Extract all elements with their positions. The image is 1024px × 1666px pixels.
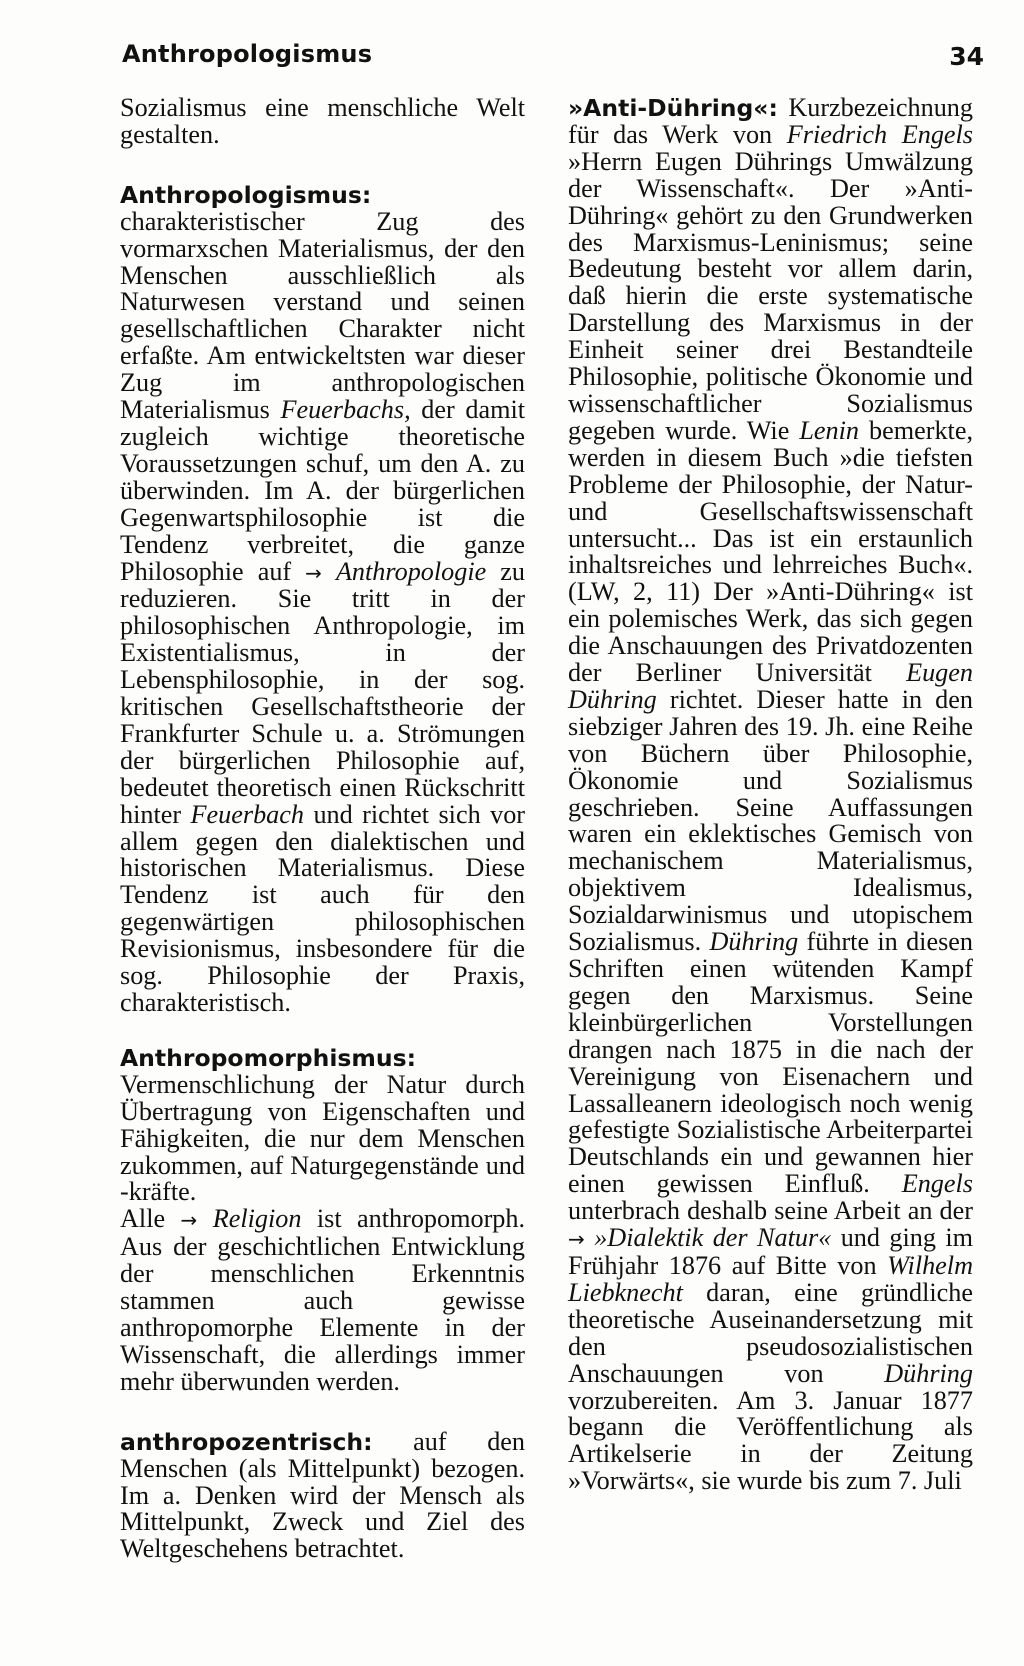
name-reference: Lenin	[799, 415, 860, 445]
entry-text: »Herrn Eugen Dührings Umwälzung der Wissenschaft«. Der »Anti-Dühring« gehört zu den Grundwerken des Marxismus-Leninismus; seine Bedeutung besteht vor allem darin, daß hierin die erste systematische Darstellung des Marxismus in der Einheit seiner drei Bestandteile Philosophie, politische Ökonomie und wissenschaftlicher Sozialismus gegeben wurde. Wie	[568, 146, 973, 445]
continuation-sentence: Sozialismus eine menschliche Welt gestalten.	[120, 93, 525, 149]
name-reference: Feuerbach	[190, 799, 304, 829]
left-column	[120, 95, 525, 1563]
entry-anthropologismus	[120, 182, 525, 1017]
running-title: Anthropologismus	[122, 40, 373, 68]
entry-text: bemerkte, werden in diesem Buch »die tiefsten Probleme der Philosophie, der Natur- und Gesellschaftswissenschaft untersucht... Das ist ein erstaunlich inhaltsreiches und lehrreiches Buch«. (LW, 2, 11) Der »Anti-Dühring« ist ein polemisches Werk, das sich gegen die Anschauungen des Privatdozenten der Berliner Universität	[568, 415, 974, 688]
name-reference: Dühring	[709, 927, 799, 957]
name-reference: Wilhelm Liebknecht	[568, 1250, 973, 1307]
entry-text: auf den Menschen (als Mittelpunkt) bezogen. Im a. Denken wird der Mensch als Mittelpunkt, Zweck und Ziel des Weltgeschehens betrachtet.	[120, 1426, 525, 1564]
entry-text: und ging im Frühjahr 1876 auf Bitte von	[568, 1223, 974, 1280]
name-reference: Dühring	[884, 1358, 973, 1388]
entry-text: führte in diesen Schriften einen wütenden Kampf gegen den Marxismus. Seine kleinbürgerlichen Vorstellungen drangen nach 1875 in die nach der Vereinigung von Eisenachern und Lassalleanern ideologisch noch wenig gefestigte Sozialistische Arbeiterpartei Deutschlands ein und gewannen hier einen gewissen Einfluß.	[568, 927, 973, 1199]
headword: »Anti-Dühring«:	[568, 94, 778, 122]
page-number: 34	[949, 42, 984, 71]
cross-reference-arrow-icon: →	[180, 1208, 198, 1233]
entry-anthropomorphismus-continued	[120, 1206, 525, 1395]
continuation-text	[120, 95, 525, 149]
entry-text: unterbrach deshalb seine Arbeit an der	[568, 1196, 973, 1226]
entry-anti-duehring	[568, 95, 973, 1495]
entry-text: zu reduzieren. Sie tritt in der philosophischen Anthropologie, im Existentialismus, in der Lebensphilosophie, in der sog. kritischen Gesellschaftstheorie der Frankfurter Schule u. a. Strömungen der bürgerlichen Philosophie auf, bedeutet theoretisch einen Rückschritt hinter	[120, 556, 525, 829]
entry-text: richtet. Dieser hatte in den siebziger Jahren des 19. Jh. eine Reihe von Büchern über Philosophie, Ökonomie und Sozialismus geschrieben. Seine Auffassungen waren ein eklektisches Gemisch von mechanischem Materialismus, objektivem Idealismus, Sozialdarwinismus und utopischem Sozialismus.	[568, 684, 973, 957]
cross-reference-link[interactable]: Anthropologie	[335, 556, 487, 586]
entry-anthropomorphismus	[120, 1045, 525, 1206]
running-head	[122, 40, 984, 80]
entry-text: ist anthropomorph. Aus der geschichtlichen Entwicklung der menschlichen Erkenntnis stammen auch gewisse anthropomorphe Elemente in der Wissenschaft, die allerdings immer mehr überwunden werden.	[120, 1204, 526, 1396]
entry-text: charakteristischer Zug des vormarxschen Materialismus, der den Menschen ausschließlich als Naturwesen verstand und seinen gesellschaftlichen Charakter nicht erfaßte. Am entwickeltsten war dieser Zug im anthropologischen Materialismus	[120, 206, 525, 425]
entry-anthropozentrisch	[120, 1426, 525, 1564]
name-reference: Friedrich Engels	[786, 119, 973, 149]
headword: Anthropologismus:	[120, 180, 372, 209]
name-reference: Engels	[901, 1169, 973, 1199]
cross-reference-arrow-icon: →	[305, 560, 322, 585]
entry-text: und richtet sich vor allem gegen den dialektischen und historischen Materialismus. Diese Tendenz ist auch für den gegenwärtigen philosophischen Revisionismus, insbesondere für die sog. Philosophie der Praxis, charakteristisch.	[120, 799, 526, 1017]
headword: anthropozentrisch:	[120, 1427, 373, 1456]
cross-reference-link[interactable]: Religion	[212, 1204, 302, 1234]
entry-text: Vermenschlichung der Natur durch Übertragung von Eigenschaften und Fähigkeiten, die nur dem Menschen zukommen, auf Naturgegenstände und -kräfte.	[120, 1069, 525, 1207]
name-reference: Eugen Dühring	[568, 658, 973, 714]
entry-text: Alle	[120, 1204, 166, 1234]
right-column	[568, 95, 973, 1495]
entry-text: Kurzbezeichnung für das Werk von	[568, 93, 973, 149]
cross-reference-arrow-icon: →	[568, 1227, 585, 1252]
entry-text: vorzubereiten. Am 3. Januar 1877 begann die Veröffentlichung als Artikelserie in der Zeitung »Vorwärts«, sie wurde bis zum 7. Juli	[568, 1385, 973, 1496]
name-reference: Feuerbachs,	[280, 395, 411, 425]
headword: Anthropomorphismus:	[120, 1043, 416, 1072]
cross-reference-link[interactable]: »Dialektik der Natur«	[594, 1223, 832, 1253]
entry-text: daran, eine gründliche theoretische Auseinandersetzung mit den pseudosozialistischen Anschauungen von	[568, 1277, 973, 1388]
entry-text: der damit zugleich wichtige theoretische Voraussetzungen schuf, um den A. zu überwinden. Im A. der bürgerlichen Gegenwartsphilosophie ist die Tendenz verbreitet, die ganze Philosophie auf	[120, 395, 525, 586]
